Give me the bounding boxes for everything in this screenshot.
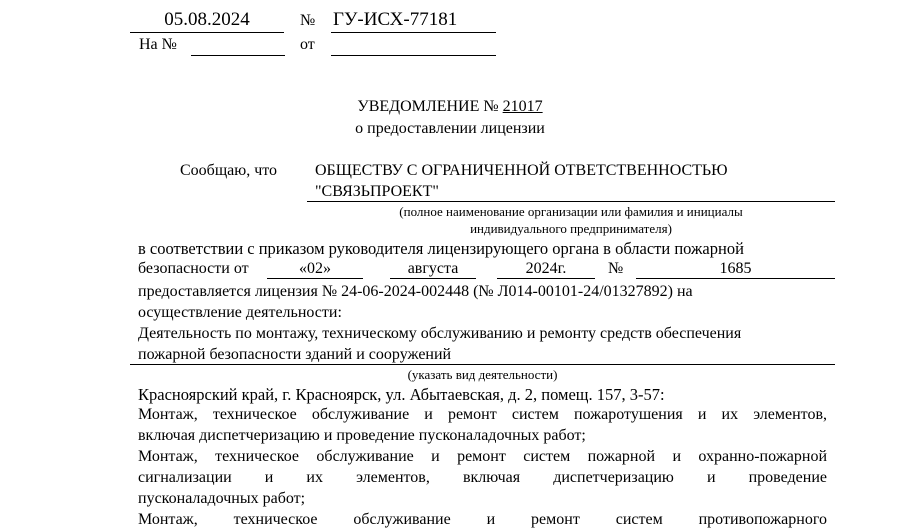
order-day-underline [267, 278, 363, 279]
activity-underline [130, 364, 835, 365]
organization-name-line2: "СВЯЗЬПРОЕКТ" [315, 183, 439, 200]
order-number-underline [636, 278, 835, 279]
order-month-underline [390, 278, 476, 279]
order-day: «02» [299, 260, 331, 277]
order-number: 1685 [719, 260, 752, 277]
outgoing-number: ГУ-ИСХ-77181 [333, 9, 458, 30]
activity-line1: Деятельность по монтажу, техническому обслуживанию и ремонту средств обеспечения [138, 325, 742, 342]
outgoing-number-underline [331, 32, 496, 33]
item3-line1: Монтаж, техническое обслуживание и ремонт систем противопожарного [138, 511, 827, 528]
title-prefix: УВЕДОМЛЕНИЕ № [357, 98, 503, 115]
activity-line2: пожарной безопасности зданий и сооружений [138, 346, 452, 363]
organization-underline [307, 201, 835, 202]
document-subtitle: о предоставлении лицензии [355, 120, 545, 137]
address-line: Красноярский край, г. Красноярск, ул. Абытаевская, д. 2, помещ. 157, 3-57: [138, 385, 665, 404]
activity-hint: (указать вид деятельности) [407, 367, 558, 382]
from-label: от [300, 36, 315, 53]
number-sign: № [300, 12, 316, 29]
date-underline [130, 32, 284, 33]
item1-line2: включая диспетчеризацию и проведение пусконаладочных работ; [138, 427, 586, 444]
order-year-underline [497, 278, 595, 279]
document-date: 05.08.2024 [164, 9, 250, 30]
item2-line1: Монтаж, техническое обслуживание и ремонт систем пожарной и охранно-пожарной [138, 448, 827, 465]
reply-date-line [331, 55, 496, 56]
item1-line1: Монтаж, техническое обслуживание и ремонт систем пожаротушения и их элементов, [138, 406, 827, 423]
organization-hint-line1: (полное наименование организации или фамилия и инициалы [399, 204, 743, 219]
organization-name-line1: ОБЩЕСТВУ С ОГРАНИЧЕННОЙ ОТВЕТСТВЕННОСТЬЮ [315, 162, 728, 179]
license-text-line1: предоставляется лицензия № 24-06-2024-002448 (№ Л014-00101-24/01327892) на [138, 283, 693, 300]
order-text-line2-prefix: безопасности от [138, 260, 249, 277]
notification-number: 21017 [502, 98, 543, 115]
organization-hint-line2: индивидуального предпринимателя) [470, 221, 672, 236]
order-month: августа [407, 260, 459, 277]
reply-number-line [191, 55, 285, 56]
document-title [0, 98, 900, 116]
item2-line3: пусконаладочных работ; [138, 490, 306, 507]
addressee-intro: Сообщаю, что [180, 162, 278, 179]
license-text-line2: осуществление деятельности: [138, 304, 342, 321]
reply-label: На № [139, 36, 177, 53]
order-text-line1: в соответствии с приказом руководителя лицензирующего органа в области пожарной [138, 239, 744, 258]
order-year: 2024г. [525, 260, 567, 277]
order-number-sign: № [608, 260, 624, 277]
item2-line2: сигнализации и их элементов, включая диспетчеризацию и проведение [138, 469, 827, 486]
